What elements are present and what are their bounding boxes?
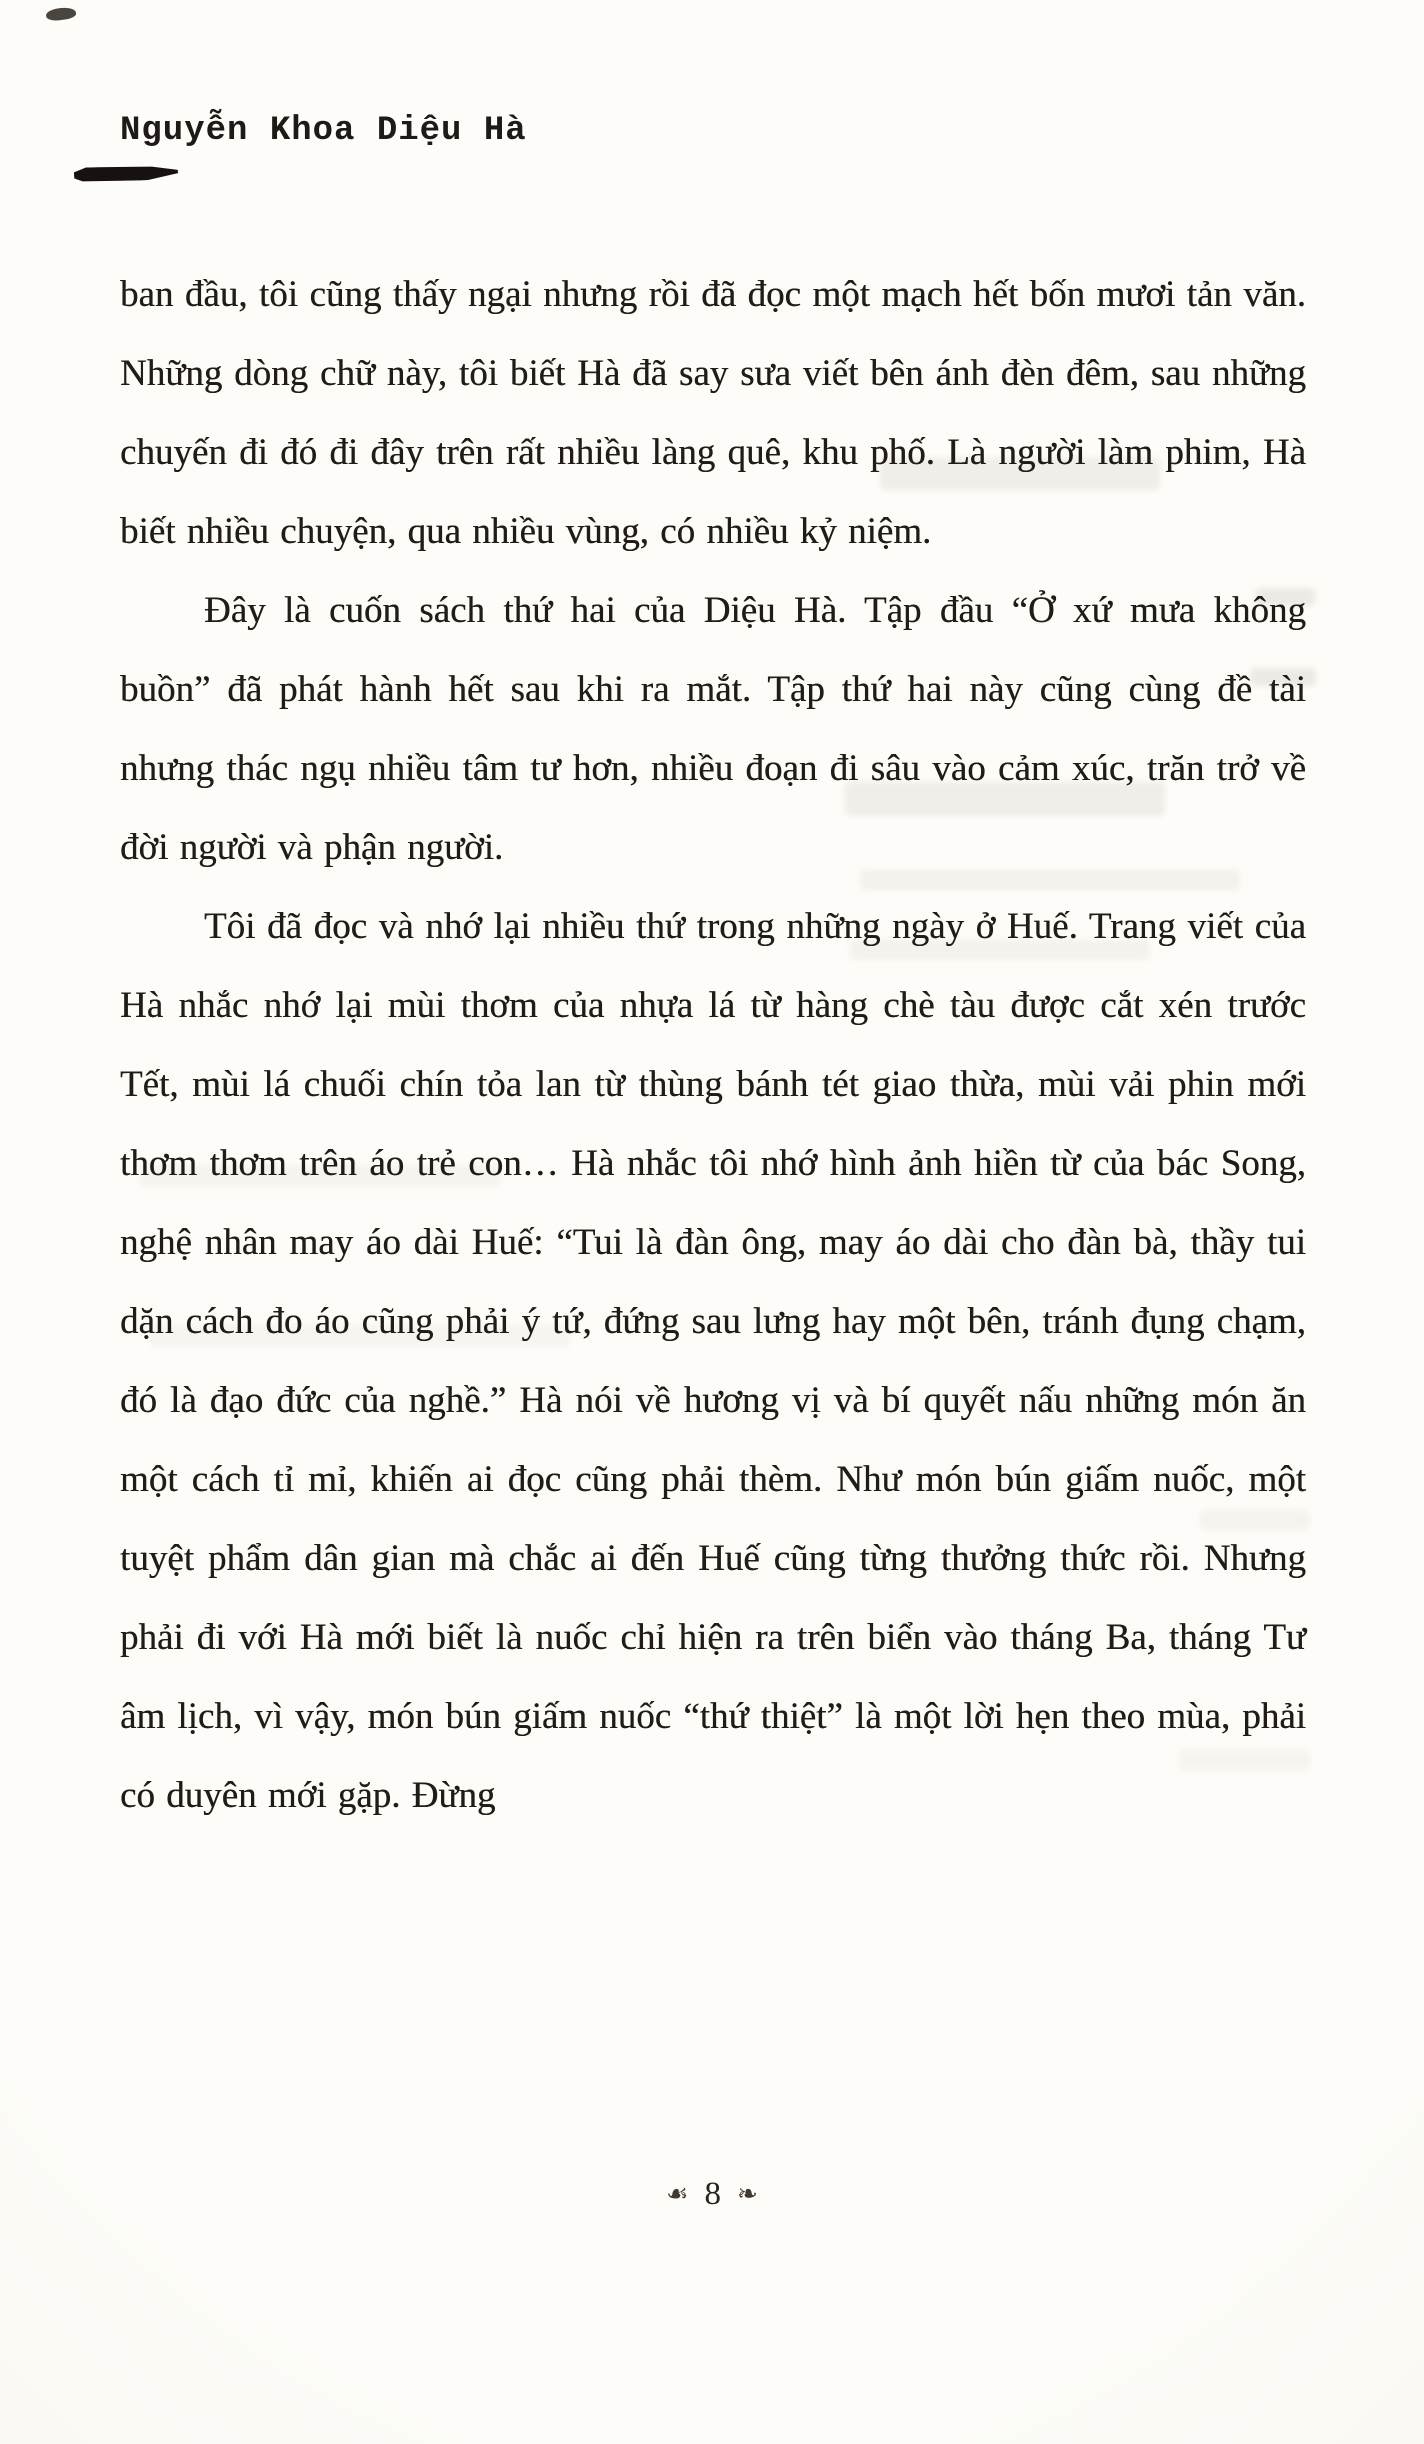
scan-artifact-corner: [45, 6, 76, 22]
paragraph-3: Tôi đã đọc và nhớ lại nhiều thứ trong những ngày ở Huế. Trang viết của Hà nhắc nhớ lại mùi thơm của nhựa lá từ hàng chè tàu được cắt xén trước Tết, mùi lá chuối chín tỏa lan từ thùng bánh tét giao thừa, mùi vải phin mới thơm thơm trên áo trẻ con… Hà nhắc tôi nhớ hình ảnh hiền từ của bác Song, nghệ nhân may áo dài Huế: “Tui là đàn ông, may áo dài cho đàn bà, thầy tui dặn cách đo áo cũng phải ý tứ, đứng sau lưng hay một bên, tránh đụng chạm, đó là đạo đức của nghề.” Hà nói về hương vị và bí quyết nấu những món ăn một cách tỉ mỉ, khiến ai đọc cũng phải thèm. Như món bún giấm nuốc, một tuyệt phẩm dân gian mà chắc ai đến Huế cũng từng thưởng thức rồi. Nhưng phải đi với Hà mới biết là nuốc chỉ hiện ra trên biển vào tháng Ba, tháng Tư âm lịch, vì vậy, món bún giấm nuốc “thứ thiệt” là một lời hẹn theo mùa, phải có duyên mới gặp. Đừng: [120, 906, 1306, 1816]
footer-ornament-right-icon: ❧: [736, 2179, 758, 2208]
footer-ornament-left-icon: ☙: [666, 2179, 689, 2208]
page-body: [120, 255, 1306, 1835]
ink-smudge: [74, 164, 178, 183]
paragraph-2: Đây là cuốn sách thứ hai của Diệu Hà. Tập đầu “Ở xứ mưa không buồn” đã phát hành hết sau khi ra mắt. Tập thứ hai này cũng cùng đề tài nhưng thác ngụ nhiều tâm tư hơn, nhiều đoạn đi sâu vào cảm xúc, trăn trở về đời người và phận người.: [120, 590, 1306, 868]
page-footer: [0, 2176, 1424, 2213]
page-number: 8: [704, 2176, 721, 2212]
paragraph-1: ban đầu, tôi cũng thấy ngại nhưng rồi đã đọc một mạch hết bốn mươi tản văn. Những dòng chữ này, tôi biết Hà đã say sưa viết bên ánh đèn đêm, sau những chuyến đi đó đi đây trên rất nhiều làng quê, khu phố. Là người làm phim, Hà biết nhiều chuyện, qua nhiều vùng, có nhiều kỷ niệm.: [120, 274, 1306, 552]
author-header: Nguyễn Khoa Diệu Hà: [120, 112, 527, 150]
